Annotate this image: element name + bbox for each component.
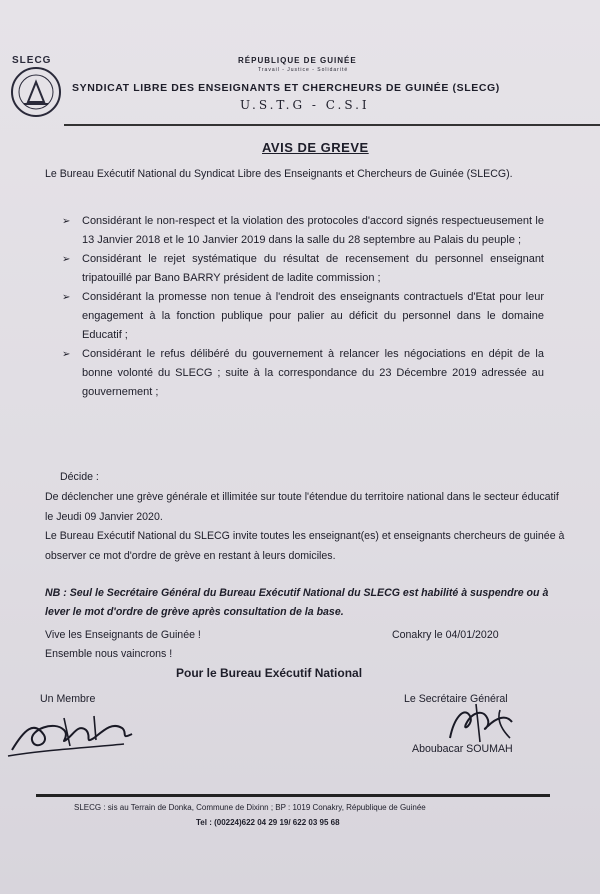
footer-phone: Tel : (00224)622 04 29 19/ 622 03 95 68 [196,818,340,827]
header-divider [64,124,600,126]
arrow-bullet-icon: ➢ [62,216,71,227]
footer-divider [36,794,550,797]
place-date: Conakry le 04/01/2020 [392,629,499,641]
list-item: ➢ Considérant la promesse non tenue à l'endroit des enseignants contractuels d'Etat pour leur engagement à la fonction publique pour palier au déficit du personnel dans le domaine Educatif ; [62,288,544,345]
list-item: ➢ Considérant le rejet systématique du résultat de recensement du personnel enseignant tripatouillé par Bano BARRY président de ladite commission ; [62,250,544,288]
document-title: AVIS DE GREVE [262,140,369,155]
logo-text: SLECG [12,55,52,66]
secretary-general-label: Le Secrétaire Général [404,693,508,705]
national-motto: Travail - Justice - Solidarité [258,67,349,73]
affiliation: U.S.T.G - C.S.I [240,98,370,112]
considerations-list [62,212,544,402]
member-signature [4,700,144,760]
syndicate-name: SYNDICAT LIBRE DES ENSEIGNANTS ET CHERCHEURS DE GUINÉE (SLECG) [72,82,500,94]
republic-heading: RÉPUBLIQUE DE GUINÉE [238,56,357,65]
footer-address: SLECG : sis au Terrain de Donka, Commune de Dixinn ; BP : 1019 Conakry, République de Guinée [74,803,426,812]
closing-vive: Vive les Enseignants de Guinée ! [45,629,201,641]
invite-paragraph: Le Bureau Exécutif National du SLECG invite toutes les enseignant(es) et enseignants chercheurs de guinée à observer ce mot d'ordre de grève en restant à leurs domiciles. [45,530,565,562]
arrow-bullet-icon: ➢ [62,292,71,303]
slecg-logo [6,58,70,118]
closing-ensemble: Ensemble nous vaincrons ! [45,648,173,660]
secretary-general-name: Aboubacar SOUMAH [412,743,513,755]
arrow-bullet-icon: ➢ [62,254,71,265]
intro-paragraph: Le Bureau Exécutif National du Syndicat Libre des Enseignants et Chercheurs de Guinée (SLECG). [45,168,513,180]
decision-paragraph [45,488,565,566]
strike-decision: De déclencher une grève générale et illimitée sur toute l'étendue du territoire national dans le secteur éducatif le Jeudi 09 Janvier 2020. [45,491,559,523]
arrow-bullet-icon: ➢ [62,349,71,360]
list-item: ➢ Considérant le refus délibéré du gouvernement à relancer les négociations en dépit de la bonne volonté du SLECG ; suite à la correspondance du 23 Décembre 2019 adressée au gouvernement ; [62,345,544,402]
nb-note: NB : Seul le Secrétaire Général du Bureau Exécutif National du SLECG est habilité à suspendre ou à lever le mot d'ordre de grève après consultation de la base. [45,587,549,618]
bureau-heading: Pour le Bureau Exécutif National [176,666,363,680]
list-item: ➢ Considérant le non-respect et la violation des protocoles d'accord signés respectueusement le 13 Janvier 2018 et le 10 Janvier 2019 dans la salle du 28 septembre au Palais du peuple ; [62,212,544,250]
member-label: Un Membre [40,693,96,705]
decide-label: Décide : [60,471,99,483]
